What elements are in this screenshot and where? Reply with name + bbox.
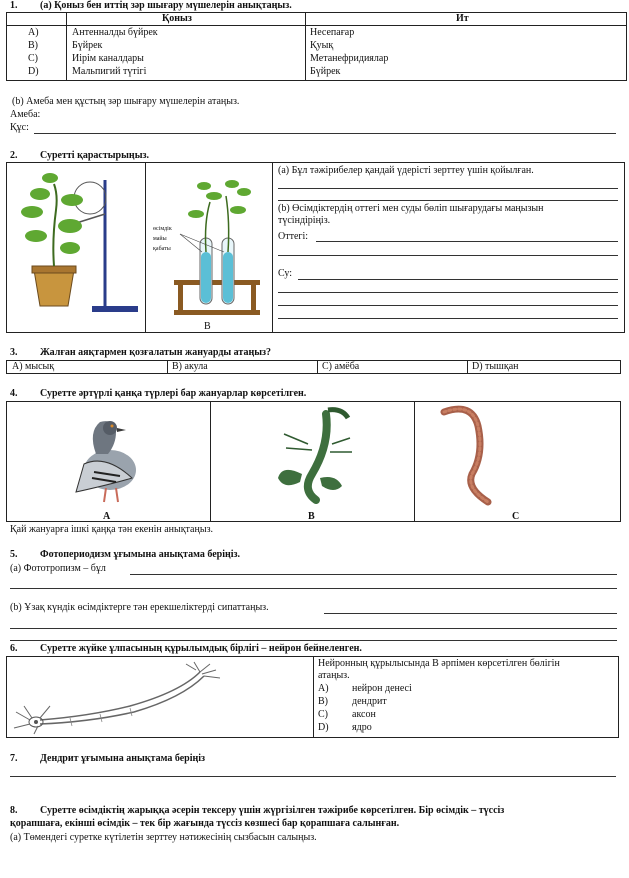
q8-number: 8. bbox=[10, 805, 18, 816]
q5-number: 5. bbox=[10, 549, 18, 560]
answer-line[interactable] bbox=[324, 613, 617, 614]
answer-line[interactable] bbox=[278, 318, 618, 319]
q7-number: 7. bbox=[10, 753, 18, 764]
q5-b-text: (b) Ұзақ күндік өсімдіктерге тән ерекшеліктерді сипаттаңыз. bbox=[10, 602, 269, 613]
q4-title: Суретте әртүрлі қанқа түрлері бар жануарлар көрсетілген. bbox=[40, 388, 307, 399]
q1-row-letter: B) bbox=[28, 40, 38, 51]
q2-a-text: (а) Бұл тәжірибелер қандай үдерісті зерттеу үшін қойылған. bbox=[278, 165, 534, 176]
q1-row-beetle[interactable]: Мальпигий түтігі bbox=[72, 66, 147, 77]
q2-title: Суретті қарастырыңыз. bbox=[40, 150, 150, 161]
answer-line[interactable] bbox=[278, 305, 618, 306]
q6-option-letter: А) bbox=[318, 683, 329, 694]
answer-line[interactable] bbox=[278, 200, 618, 201]
q6-title: Суретте жүйке ұлпасының құрылымдық бірлігі – нейрон бейнеленген. bbox=[40, 643, 362, 654]
q6-question-1: Нейронның құрылысында B әрпімен көрсетілген бөлігін bbox=[318, 658, 560, 669]
q1-row-beetle[interactable]: Иірім каналдары bbox=[72, 53, 144, 64]
q2-oxygen-label: Оттегі: bbox=[278, 231, 309, 242]
answer-line[interactable] bbox=[278, 292, 618, 293]
neuron-figure bbox=[10, 658, 310, 736]
crayfish-figure bbox=[272, 404, 354, 504]
q1-row-dog[interactable]: Бүйрек bbox=[310, 66, 341, 77]
q1-col-beetle: Қоныз bbox=[162, 13, 192, 24]
answer-line[interactable] bbox=[278, 255, 618, 256]
q1-amoeba-label: Амеба: bbox=[10, 109, 41, 120]
q1-bird-answer-line[interactable] bbox=[34, 133, 616, 134]
tube-label-line: майы bbox=[153, 236, 167, 242]
q3-option[interactable]: D) тышқан bbox=[472, 361, 519, 372]
q2-number: 2. bbox=[10, 150, 18, 161]
q6-option-letter: C) bbox=[318, 709, 328, 720]
q6-option[interactable]: ядро bbox=[352, 722, 372, 733]
q6-option[interactable]: дендрит bbox=[352, 696, 387, 707]
q6-number: 6. bbox=[10, 643, 18, 654]
answer-line[interactable] bbox=[10, 588, 617, 589]
q1-b-text: (b) Амеба мен құстың зәр шығару мүшелерін атаңыз. bbox=[12, 96, 240, 107]
q8-title-2: қорапшаға, екінші өсімдік – тек бір жағында түссіз көзшесі бар қорапшаға салынған. bbox=[10, 818, 400, 829]
q4-question: Қай жануарға ішкі қаңқа тән екенін анықтаңыз. bbox=[10, 524, 214, 535]
q1-row-beetle[interactable]: Бүйрек bbox=[72, 40, 103, 51]
q3-number: 3. bbox=[10, 347, 18, 358]
q1-col-dog: Ит bbox=[456, 13, 469, 24]
q6-option[interactable]: нейрон денесі bbox=[352, 683, 412, 694]
answer-line[interactable] bbox=[298, 279, 618, 280]
q1-row-letter: D) bbox=[28, 66, 39, 77]
q8-title-1: Суретте өсімдіктің жарыққа әсерін тексеру үшін жүргізілген тәжірибе көрсетілген. Бір өсімдік – түссіз bbox=[40, 805, 505, 816]
q3-title: Жалған аяқтармен қозғалатын жануарды атаңыз? bbox=[40, 347, 272, 358]
q8-a-text: (а) Төмендегі суретке күтілетін зерттеу нәтижесінің сызбасын салыңыз. bbox=[10, 832, 317, 843]
q4-number: 4. bbox=[10, 388, 18, 399]
q7-title: Дендрит ұғымына анықтама беріңіз bbox=[40, 753, 206, 764]
answer-line[interactable] bbox=[278, 188, 618, 189]
q1-row-dog[interactable]: Несепағар bbox=[310, 27, 355, 38]
figure-b-caption: B bbox=[204, 321, 211, 332]
q5-title: Фотопериодизм ұғымына анықтама беріңіз. bbox=[40, 549, 241, 560]
q1-title: (а) Қоныз бен иттің зәр шығару мүшелерін анықтаңыз. bbox=[40, 0, 292, 11]
q6-option-letter: D) bbox=[318, 722, 329, 733]
potted-plant-figure bbox=[10, 170, 142, 320]
q2-b-text-1: (b) Өсімдіктердің оттегі мен суды бөліп шығарудағы маңызын bbox=[278, 203, 544, 214]
q3-option[interactable]: C) амёба bbox=[322, 361, 360, 372]
q1-bird-label: Құс: bbox=[10, 122, 29, 133]
earthworm-figure bbox=[432, 404, 512, 508]
q2-b-text-2: түсіндіріңіз. bbox=[278, 215, 331, 226]
tube-label-line: қабаты bbox=[153, 246, 171, 252]
answer-line[interactable] bbox=[10, 640, 617, 641]
tube-label-line: өсімдік bbox=[153, 226, 172, 232]
q1-number: 1. bbox=[10, 0, 18, 11]
answer-line[interactable] bbox=[130, 574, 617, 575]
figure-a-caption: A bbox=[103, 511, 111, 522]
q1-row-letter: А) bbox=[28, 27, 39, 38]
q1-row-dog[interactable]: Қуық bbox=[310, 40, 334, 51]
figure-c-caption: C bbox=[512, 511, 520, 522]
q6-option[interactable]: аксон bbox=[352, 709, 376, 720]
q5-a-text: (а) Фототропизм – бұл bbox=[10, 563, 106, 574]
answer-line[interactable] bbox=[10, 776, 616, 777]
answer-line[interactable] bbox=[10, 628, 617, 629]
answer-line[interactable] bbox=[316, 241, 618, 242]
q1-row-beetle[interactable]: Антенналды бүйрек bbox=[72, 27, 158, 38]
pigeon-figure bbox=[66, 414, 148, 510]
q3-option[interactable]: А) мысық bbox=[12, 361, 55, 372]
q6-question-2: атаңыз. bbox=[318, 670, 350, 681]
q1-row-dog[interactable]: Метанефридиялар bbox=[310, 53, 389, 64]
q3-option[interactable]: B) акула bbox=[172, 361, 208, 372]
q6-option-letter: B) bbox=[318, 696, 328, 707]
q3-options-row bbox=[6, 360, 621, 374]
q1-row-letter: C) bbox=[28, 53, 38, 64]
figure-b-caption: B bbox=[308, 511, 315, 522]
q2-water-label: Су: bbox=[278, 268, 293, 279]
